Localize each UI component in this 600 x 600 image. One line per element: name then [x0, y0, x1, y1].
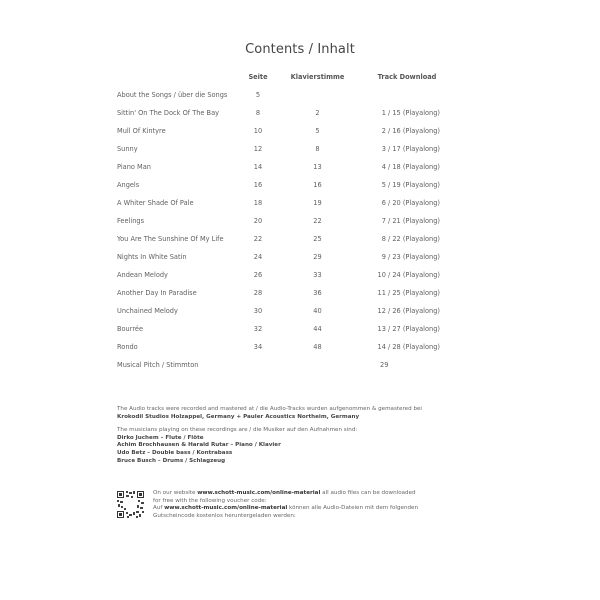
- row-track: 13 / 27 (Playalong): [377, 325, 440, 333]
- row-title: You Are The Sunshine Of My Life: [117, 235, 224, 243]
- musician-line: Dirko Juchem – Flute / Flöte: [117, 434, 204, 441]
- row-klavierstimme: 40: [313, 307, 322, 315]
- page-title: Contents / Inhalt: [245, 42, 355, 57]
- table-row: [0, 268, 600, 282]
- row-klavierstimme: 19: [313, 199, 322, 207]
- voucher-text: [153, 490, 493, 520]
- musician-line: Udo Betz – Double bass / Kontrabass: [117, 449, 233, 456]
- row-seite: 5: [255, 91, 261, 99]
- recording-studios: Krokodil Studios Holzappel, Germany + Pauler Acoustics Northeim, Germany: [117, 413, 360, 420]
- row-title: Musical Pitch / Stimmton: [117, 361, 199, 369]
- row-klavierstimme: 5: [315, 127, 320, 135]
- row-klavierstimme: 48: [313, 343, 322, 351]
- row-track: 5 / 19 (Playalong): [381, 181, 440, 189]
- row-track: 7 / 21 (Playalong): [381, 217, 440, 225]
- row-title: Sittin' On The Dock Of The Bay: [117, 109, 220, 117]
- row-klavierstimme: 13: [313, 163, 322, 171]
- voucher-de-suffix: können alle Audio-Dateien mit dem folgenden: [287, 505, 419, 512]
- table-row: [0, 286, 600, 300]
- row-title: Unchained Melody: [117, 307, 178, 315]
- row-seite: 18: [253, 199, 263, 207]
- table-row: [0, 142, 600, 156]
- row-track: 8 / 22 (Playalong): [381, 235, 440, 243]
- table-row: [0, 88, 600, 102]
- row-klavierstimme: 8: [315, 145, 320, 153]
- row-seite: 12: [253, 145, 263, 153]
- row-seite: 22: [253, 235, 263, 243]
- online-material-link[interactable]: www.schott-music.com/online-material: [197, 490, 321, 496]
- table-row: [0, 232, 600, 246]
- row-title: Bourrée: [117, 325, 144, 333]
- row-title: Nights In White Satin: [117, 253, 187, 261]
- voucher-de-prefix: Auf: [153, 505, 165, 512]
- row-seite: 32: [253, 325, 263, 333]
- table-header: [0, 70, 600, 84]
- row-title: A Whiter Shade Of Pale: [117, 199, 194, 207]
- header-klavierstimme: Klavierstimme: [290, 73, 345, 81]
- row-title: Sunny: [117, 145, 138, 153]
- musician-line: Bruce Busch – Drums / Schlagzeug: [117, 457, 226, 464]
- row-seite: 30: [253, 307, 263, 315]
- row-title: Angels: [117, 181, 140, 189]
- table-row: [0, 214, 600, 228]
- row-klavierstimme: 29: [313, 253, 322, 261]
- row-track: 29: [380, 361, 389, 369]
- row-seite: 16: [253, 181, 263, 189]
- qr-code-icon[interactable]: [116, 490, 145, 519]
- row-track: 4 / 18 (Playalong): [381, 163, 440, 171]
- row-track: 12 / 26 (Playalong): [377, 307, 440, 315]
- row-seite: 20: [253, 217, 263, 225]
- row-track: 3 / 17 (Playalong): [381, 145, 440, 153]
- row-klavierstimme: 16: [313, 181, 322, 189]
- voucher-de-line2: Gutscheincode kostenlos heruntergeladen werden:: [153, 512, 296, 519]
- table-row: [0, 358, 600, 372]
- row-klavierstimme: 22: [313, 217, 322, 225]
- recording-intro: The Audio tracks were recorded and mastered at / die Audio-Tracks wurden aufgenommen & gemastered bei: [117, 406, 422, 412]
- row-title: Rondo: [117, 343, 138, 351]
- row-track: 14 / 28 (Playalong): [377, 343, 440, 351]
- row-title: Mull Of Kintyre: [117, 127, 166, 135]
- voucher-en-prefix: On our website: [153, 490, 198, 496]
- recording-notes: [117, 406, 497, 465]
- online-material-link-de[interactable]: www.schott-music.com/online-material: [164, 505, 288, 512]
- row-title: Piano Man: [117, 163, 151, 171]
- row-track: 11 / 25 (Playalong): [377, 289, 440, 297]
- voucher-en-suffix: all audio files can be downloaded: [320, 490, 416, 496]
- row-klavierstimme: 36: [313, 289, 322, 297]
- row-klavierstimme: 33: [313, 271, 322, 279]
- row-seite: 28: [253, 289, 263, 297]
- row-title: Feelings: [117, 217, 145, 225]
- row-title: Andean Melody: [117, 271, 168, 279]
- row-klavierstimme: 2: [315, 109, 320, 117]
- row-klavierstimme: 44: [313, 325, 322, 333]
- row-seite: 14: [253, 163, 263, 171]
- table-row: [0, 250, 600, 264]
- row-seite: 8: [255, 109, 261, 117]
- row-track: 6 / 20 (Playalong): [381, 199, 440, 207]
- row-klavierstimme: 25: [313, 235, 322, 243]
- table-row: [0, 106, 600, 120]
- row-track: 10 / 24 (Playalong): [377, 271, 440, 279]
- voucher-section: [116, 490, 496, 526]
- row-title: About the Songs / über die Songs: [117, 91, 228, 99]
- row-seite: 34: [253, 343, 263, 351]
- voucher-de-line1: [153, 505, 493, 513]
- voucher-en-line1: [153, 490, 493, 498]
- row-seite: 10: [253, 127, 263, 135]
- row-track: 2 / 16 (Playalong): [381, 127, 440, 135]
- table-row: [0, 196, 600, 210]
- table-row: [0, 304, 600, 318]
- voucher-en-line2: for free with the following voucher code:: [153, 497, 267, 504]
- header-track-download: Track Download: [377, 73, 437, 81]
- table-row: [0, 124, 600, 138]
- row-title: Another Day In Paradise: [117, 289, 197, 297]
- table-row: [0, 322, 600, 336]
- table-row: [0, 178, 600, 192]
- row-track: 1 / 15 (Playalong): [381, 109, 440, 117]
- row-track: 9 / 23 (Playalong): [381, 253, 440, 261]
- table-row: [0, 340, 600, 354]
- table-row: [0, 160, 600, 174]
- row-seite: 24: [253, 253, 263, 261]
- musicians-intro: The musicians playing on these recordings are / die Musiker auf den Aufnahmen sind:: [117, 427, 358, 434]
- row-seite: 26: [253, 271, 263, 279]
- header-seite: Seite: [248, 73, 268, 81]
- musician-line: Achim Brochhausen & Harald Rutar – Piano / Klavier: [117, 442, 281, 449]
